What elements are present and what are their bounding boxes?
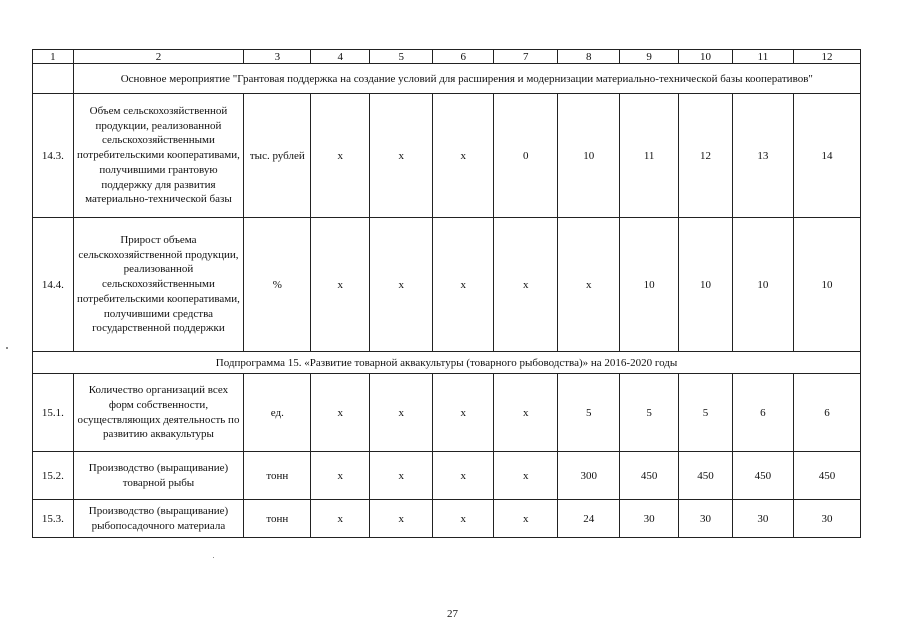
- header-cell: 9: [620, 50, 679, 64]
- indicator-name: Производство (выращивание) рыбопосадочного материала: [73, 500, 244, 538]
- header-cell: 2: [73, 50, 244, 64]
- value-cell: x: [433, 94, 494, 218]
- row-number: 14.4.: [33, 218, 74, 352]
- indicators-table: [32, 49, 861, 538]
- indicator-name: Производство (выращивание) товарной рыбы: [73, 452, 244, 500]
- value-cell: x: [494, 500, 558, 538]
- value-cell: x: [311, 500, 370, 538]
- value-cell: 450: [732, 452, 793, 500]
- table-row: [33, 452, 861, 500]
- value-cell: x: [494, 218, 558, 352]
- value-cell: x: [370, 218, 433, 352]
- value-cell: x: [370, 452, 433, 500]
- table-row: [33, 500, 861, 538]
- indicator-name: Прирост объема сельскохозяйственной продукции, реализованной сельскохозяйственными потребительскими кооперативами, получившими средства государственной поддержки: [73, 218, 244, 352]
- value-cell: 30: [732, 500, 793, 538]
- value-cell: 30: [793, 500, 860, 538]
- value-cell: 11: [620, 94, 679, 218]
- scan-speck: [213, 557, 214, 558]
- header-cell: 10: [679, 50, 733, 64]
- value-cell: 450: [620, 452, 679, 500]
- value-cell: x: [370, 374, 433, 452]
- header-row: [33, 50, 861, 64]
- header-cell: 7: [494, 50, 558, 64]
- header-cell: 1: [33, 50, 74, 64]
- header-cell: 5: [370, 50, 433, 64]
- value-cell: 10: [679, 218, 733, 352]
- row-number: 15.1.: [33, 374, 74, 452]
- value-cell: x: [433, 374, 494, 452]
- value-cell: 450: [679, 452, 733, 500]
- value-cell: x: [558, 218, 620, 352]
- row-number: 15.3.: [33, 500, 74, 538]
- indicator-name: Количество организаций всех форм собственности, осуществляющих деятельность по развитию аквакультуры: [73, 374, 244, 452]
- value-cell: 5: [558, 374, 620, 452]
- value-cell: 12: [679, 94, 733, 218]
- value-cell: x: [433, 218, 494, 352]
- value-cell: x: [370, 500, 433, 538]
- header-cell: 4: [311, 50, 370, 64]
- page-number: 27: [447, 608, 458, 620]
- unit-cell: тонн: [244, 452, 311, 500]
- value-cell: x: [494, 452, 558, 500]
- value-cell: x: [433, 452, 494, 500]
- value-cell: 13: [732, 94, 793, 218]
- value-cell: x: [311, 374, 370, 452]
- value-cell: 450: [793, 452, 860, 500]
- value-cell: 6: [793, 374, 860, 452]
- indicator-name: Объем сельскохозяйственной продукции, реализованной сельскохозяйственными потребительскими кооперативами, получившими грантовую поддержку для развития материально-технической базы: [73, 94, 244, 218]
- value-cell: 5: [679, 374, 733, 452]
- value-cell: 14: [793, 94, 860, 218]
- unit-cell: ед.: [244, 374, 311, 452]
- header-cell: 12: [793, 50, 860, 64]
- value-cell: x: [433, 500, 494, 538]
- value-cell: 10: [732, 218, 793, 352]
- subprogram-row: [33, 352, 861, 374]
- table-row: [33, 218, 861, 352]
- value-cell: 30: [679, 500, 733, 538]
- value-cell: 24: [558, 500, 620, 538]
- section-row: [33, 64, 861, 94]
- unit-cell: %: [244, 218, 311, 352]
- value-cell: 0: [494, 94, 558, 218]
- value-cell: 300: [558, 452, 620, 500]
- value-cell: 10: [558, 94, 620, 218]
- value-cell: 6: [732, 374, 793, 452]
- table-row: [33, 94, 861, 218]
- value-cell: x: [311, 94, 370, 218]
- value-cell: 10: [793, 218, 860, 352]
- header-cell: 6: [433, 50, 494, 64]
- unit-cell: тонн: [244, 500, 311, 538]
- scan-speck: [6, 347, 8, 349]
- value-cell: x: [311, 218, 370, 352]
- value-cell: 5: [620, 374, 679, 452]
- table-row: [33, 374, 861, 452]
- value-cell: x: [494, 374, 558, 452]
- value-cell: 30: [620, 500, 679, 538]
- unit-cell: тыс. рублей: [244, 94, 311, 218]
- header-cell: 8: [558, 50, 620, 64]
- subprogram-title: Подпрограмма 15. «Развитие товарной аквакультуры (товарного рыбоводства)» на 2016-2020 годы: [33, 352, 861, 374]
- header-cell: 11: [732, 50, 793, 64]
- section-title: Основное мероприятие "Грантовая поддержка на создание условий для расширения и модернизации материально-технической базы кооперативов": [73, 64, 860, 94]
- row-number: 15.2.: [33, 452, 74, 500]
- value-cell: 10: [620, 218, 679, 352]
- header-cell: 3: [244, 50, 311, 64]
- row-number: 14.3.: [33, 94, 74, 218]
- value-cell: x: [311, 452, 370, 500]
- value-cell: x: [370, 94, 433, 218]
